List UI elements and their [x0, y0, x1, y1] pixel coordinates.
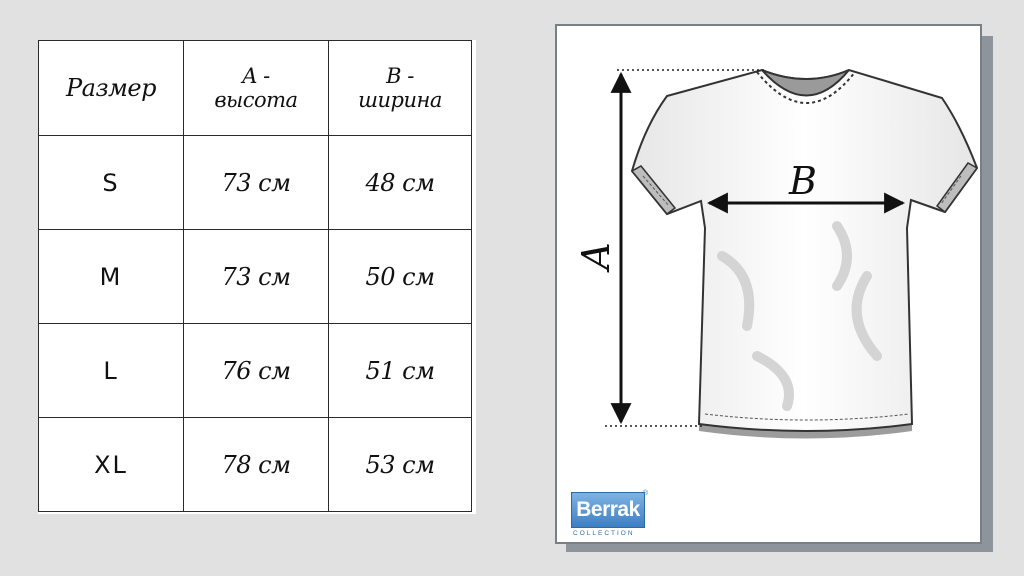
width-cell: 51 см	[365, 356, 435, 385]
tshirt-body	[632, 70, 977, 431]
header-a	[184, 41, 329, 136]
header-b-line2: ширина	[358, 88, 442, 112]
height-cell: 73 см	[221, 262, 291, 291]
size-cell: S	[102, 168, 120, 197]
size-table	[38, 40, 472, 512]
header-size-label: Размер	[65, 74, 156, 102]
table-row	[39, 136, 472, 230]
table-row	[39, 230, 472, 324]
size-cell: M	[99, 262, 123, 291]
size-cell: XL	[94, 450, 128, 479]
height-cell: 78 см	[221, 450, 291, 479]
table-header-row	[39, 41, 472, 136]
header-a-line2: высота	[214, 88, 298, 112]
tshirt-diagram-icon	[557, 26, 980, 542]
header-a-line1: A -	[242, 64, 270, 88]
width-cell: 53 см	[365, 450, 435, 479]
height-cell: 76 см	[221, 356, 291, 385]
size-cell: L	[103, 356, 119, 385]
logo-mark: Berrak	[571, 492, 645, 528]
header-b-line1: B -	[386, 64, 414, 88]
table-row	[39, 418, 472, 512]
logo-subtitle: COLLECTION	[573, 530, 635, 537]
brand-logo	[571, 492, 651, 538]
tshirt-panel	[555, 24, 982, 544]
header-size	[39, 41, 184, 136]
width-cell: 50 см	[365, 262, 435, 291]
label-a: A	[574, 242, 618, 270]
height-cell: 73 см	[221, 168, 291, 197]
header-b	[329, 41, 472, 136]
logo-registered: ®	[643, 490, 649, 497]
table-row	[39, 324, 472, 418]
label-b: B	[789, 159, 817, 203]
width-cell: 48 см	[365, 168, 435, 197]
size-chart	[38, 40, 476, 514]
